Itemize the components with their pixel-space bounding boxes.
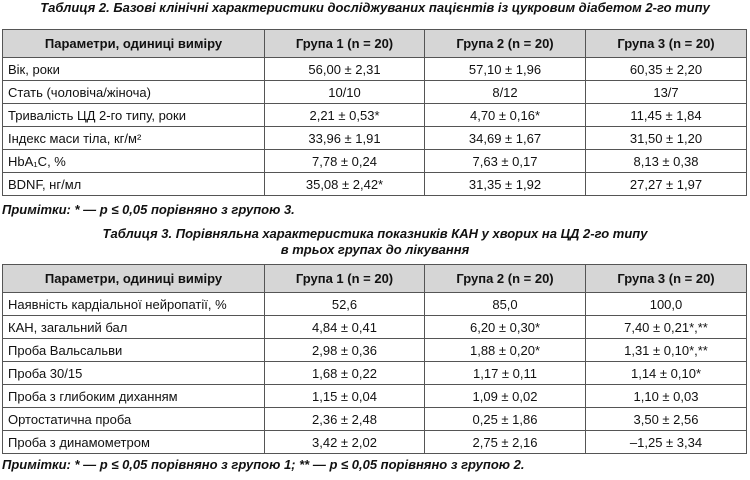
cell-group1: 2,98 ± 0,36 [265, 339, 425, 362]
table-row [3, 408, 747, 431]
table3-caption-line1: Таблиця 3. Порівняльна характеристика показників КАН у хворих на ЦД 2-го типу [102, 226, 648, 241]
cell-group3: 1,14 ± 0,10* [586, 362, 747, 385]
table-row [3, 385, 747, 408]
table3-header-row [3, 265, 747, 293]
cell-group3: 8,13 ± 0,38 [586, 150, 747, 173]
cell-group1: 33,96 ± 1,91 [265, 127, 425, 150]
cell-group2: 1,88 ± 0,20* [425, 339, 586, 362]
table2-note: Примітки: * — p ≤ 0,05 порівняно з групою 3. [2, 202, 295, 217]
cell-group1: 2,21 ± 0,53* [265, 104, 425, 127]
table3-caption-line2: в трьох групах до лікування [280, 242, 470, 257]
cell-group2: 31,35 ± 1,92 [425, 173, 586, 196]
column-header-group3: Група 3 (n = 20) [586, 30, 747, 58]
table2-caption: Таблиця 2. Базові клінічні характеристики досліджуваних пацієнтів із цукровим діабетом 2-го типу [40, 0, 710, 15]
cell-group3: 27,27 ± 1,97 [586, 173, 747, 196]
cell-group3: 100,0 [586, 293, 747, 316]
column-header-parameters: Параметри, одиниці виміру [3, 30, 265, 58]
cell-group1: 3,42 ± 2,02 [265, 431, 425, 454]
cell-group1: 2,36 ± 2,48 [265, 408, 425, 431]
column-header-group1: Група 1 (n = 20) [265, 265, 425, 293]
row-parameter: Індекс маси тіла, кг/м² [3, 127, 265, 150]
table-row [3, 81, 747, 104]
table3-caption [0, 226, 750, 258]
cell-group2: 57,10 ± 1,96 [425, 58, 586, 81]
table-row [3, 339, 747, 362]
cell-group1: 56,00 ± 2,31 [265, 58, 425, 81]
cell-group3: 60,35 ± 2,20 [586, 58, 747, 81]
cell-group3: 31,50 ± 1,20 [586, 127, 747, 150]
cell-group1: 52,6 [265, 293, 425, 316]
table-row [3, 150, 747, 173]
cell-group2: 85,0 [425, 293, 586, 316]
cell-group2: 2,75 ± 2,16 [425, 431, 586, 454]
column-header-group2: Група 2 (n = 20) [425, 265, 586, 293]
table-row [3, 316, 747, 339]
table-row [3, 127, 747, 150]
table2-header-row [3, 30, 747, 58]
column-header-group1: Група 1 (n = 20) [265, 30, 425, 58]
row-parameter: Проба Вальсальви [3, 339, 265, 362]
row-parameter: Наявність кардіальної нейропатії, % [3, 293, 265, 316]
column-header-group2: Група 2 (n = 20) [425, 30, 586, 58]
cell-group1: 35,08 ± 2,42* [265, 173, 425, 196]
cell-group1: 1,15 ± 0,04 [265, 385, 425, 408]
cell-group1: 7,78 ± 0,24 [265, 150, 425, 173]
cell-group1: 10/10 [265, 81, 425, 104]
cell-group3: 11,45 ± 1,84 [586, 104, 747, 127]
row-parameter: Стать (чоловіча/жіноча) [3, 81, 265, 104]
cell-group2: 7,63 ± 0,17 [425, 150, 586, 173]
row-parameter: BDNF, нг/мл [3, 173, 265, 196]
cell-group3: 3,50 ± 2,56 [586, 408, 747, 431]
row-parameter: Проба з динамометром [3, 431, 265, 454]
table-row [3, 293, 747, 316]
cell-group3: –1,25 ± 3,34 [586, 431, 747, 454]
table-row [3, 58, 747, 81]
cell-group3: 1,31 ± 0,10*,** [586, 339, 747, 362]
table-row [3, 431, 747, 454]
table-row [3, 362, 747, 385]
cell-group1: 1,68 ± 0,22 [265, 362, 425, 385]
cell-group2: 1,17 ± 0,11 [425, 362, 586, 385]
table-row [3, 173, 747, 196]
table3 [2, 264, 747, 454]
cell-group2: 0,25 ± 1,86 [425, 408, 586, 431]
cell-group3: 13/7 [586, 81, 747, 104]
row-parameter: КАН, загальний бал [3, 316, 265, 339]
cell-group2: 8/12 [425, 81, 586, 104]
row-parameter: Вік, роки [3, 58, 265, 81]
cell-group2: 4,70 ± 0,16* [425, 104, 586, 127]
column-header-parameters: Параметри, одиниці виміру [3, 265, 265, 293]
column-header-group3: Група 3 (n = 20) [586, 265, 747, 293]
cell-group3: 7,40 ± 0,21*,** [586, 316, 747, 339]
cell-group3: 1,10 ± 0,03 [586, 385, 747, 408]
row-parameter: Ортостатична проба [3, 408, 265, 431]
cell-group1: 4,84 ± 0,41 [265, 316, 425, 339]
cell-group2: 1,09 ± 0,02 [425, 385, 586, 408]
table2 [2, 29, 747, 196]
row-parameter: Тривалість ЦД 2-го типу, роки [3, 104, 265, 127]
table-row [3, 104, 747, 127]
row-parameter: Проба з глибоким диханням [3, 385, 265, 408]
row-parameter: HbA₁C, % [3, 150, 265, 173]
row-parameter: Проба 30/15 [3, 362, 265, 385]
cell-group2: 34,69 ± 1,67 [425, 127, 586, 150]
table3-note: Примітки: * — p ≤ 0,05 порівняно з групою 1; ** — p ≤ 0,05 порівняно з групою 2. [2, 457, 525, 472]
cell-group2: 6,20 ± 0,30* [425, 316, 586, 339]
